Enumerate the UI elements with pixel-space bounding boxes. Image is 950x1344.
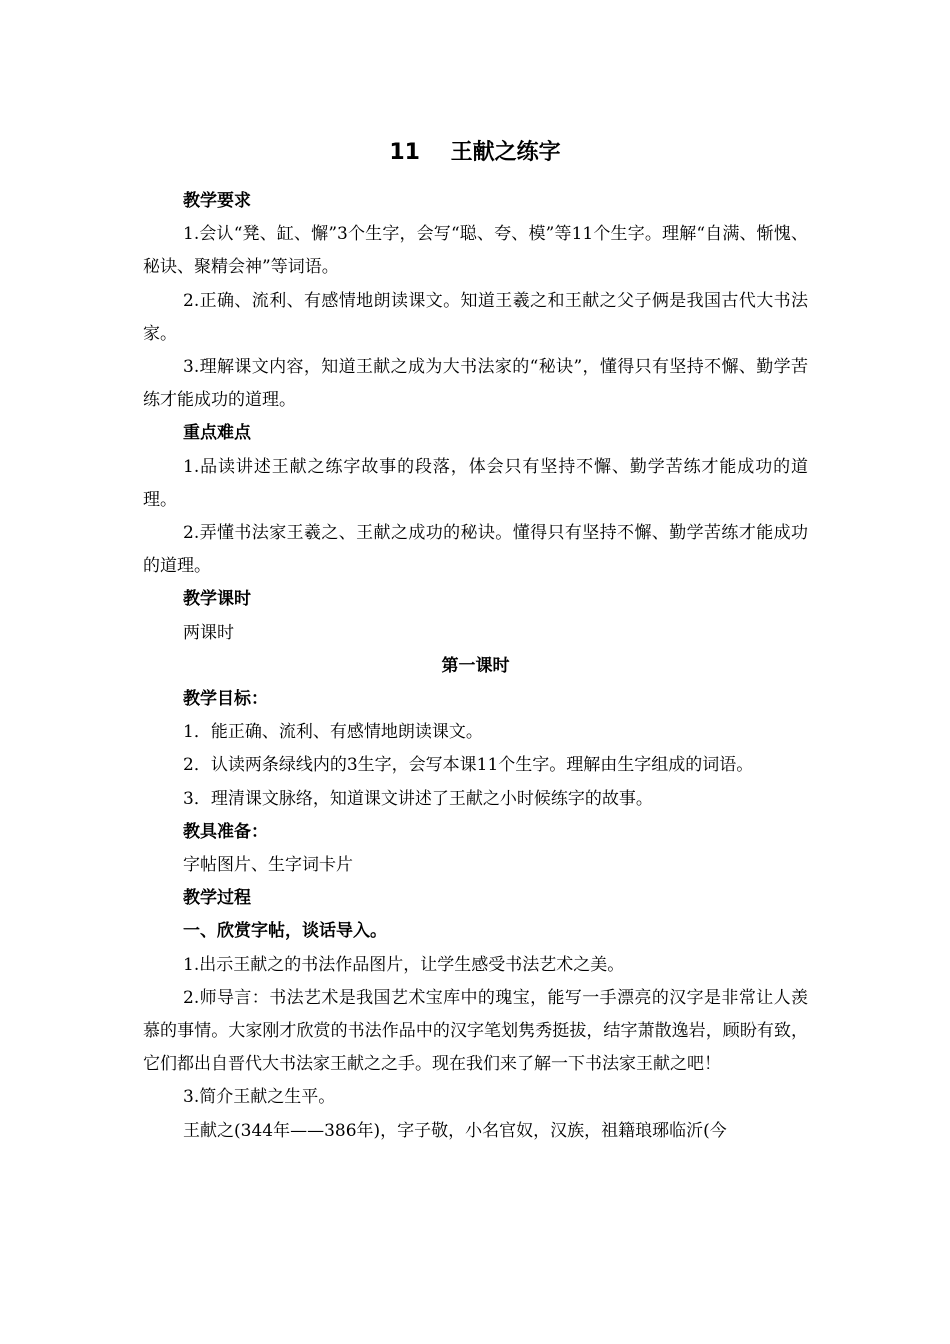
- key-point-item: 1.品读讲述王献之练字故事的段落，体会只有坚持不懈、勤学苦练才能成功的道理。: [143, 456, 808, 510]
- step-one-item: 1.出示王献之的书法作品图片，让学生感受书法艺术之美。: [183, 954, 625, 975]
- step-one-heading: 一、欣赏字帖，谈话导入。: [183, 921, 387, 942]
- requirements-heading: 教学要求: [183, 191, 251, 211]
- requirement-item: 3.理解课文内容，知道王献之成为大书法家的“秘诀”，懂得只有坚持不懈、勤学苦练才能成功的道理。: [143, 357, 808, 411]
- goals-heading: 教学目标：: [183, 689, 268, 710]
- step-one-item: 2.师导言：书法艺术是我国艺术宝库中的瑰宝，能写一手漂亮的汉字是非常让人羡慕的事情。大家刚才欣赏的书法作品中的汉字笔划隽秀挺拔，结字萧散逸岩，顾盼有致，它们都出自晋代大书法家王献之之手。现在我们来了解一下书法家王献之吧！: [143, 987, 808, 1075]
- step-one-item: 3.简介王献之生平。: [183, 1087, 336, 1108]
- process-heading: 教学过程: [183, 888, 251, 909]
- requirement-item: 2.正确、流利、有感情地朗读课文。知道王羲之和王献之父子俩是我国古代大书法家。: [143, 290, 808, 344]
- tools-heading: 教具准备：: [183, 821, 268, 842]
- page-title: 11 王献之练字: [389, 140, 561, 165]
- goal-item: 2．认读两条绿线内的3生字，会写本课11个生字。理解由生字组成的词语。: [183, 755, 754, 776]
- hours-value: 两课时: [183, 622, 234, 643]
- lesson-one-heading: 第一课时: [441, 655, 510, 676]
- document-body: [143, 185, 808, 1148]
- key-point-item: 2.弄懂书法家王羲之、王献之成功的秘诀。懂得只有坚持不懈、勤学苦练才能成功的道理。: [143, 523, 808, 577]
- requirement-item: 1.会认“凳、缸、懈”3个生字，会写“聪、夸、模”等11个生字。理解“自满、惭愧、秘诀、聚精会神”等词语。: [143, 224, 808, 278]
- goal-item: 3．理清课文脉络，知道课文讲述了王献之小时候练字的故事。: [183, 788, 653, 809]
- hours-heading: 教学课时: [183, 589, 251, 610]
- tools-value: 字帖图片、生字词卡片: [183, 855, 353, 876]
- goal-item: 1．能正确、流利、有感情地朗读课文。: [183, 722, 483, 743]
- key-points-heading: 重点难点: [183, 423, 251, 444]
- step-one-item: 王献之(344年——386年)，字子敬，小名官奴，汉族，祖籍琅琊临沂(今: [183, 1120, 727, 1141]
